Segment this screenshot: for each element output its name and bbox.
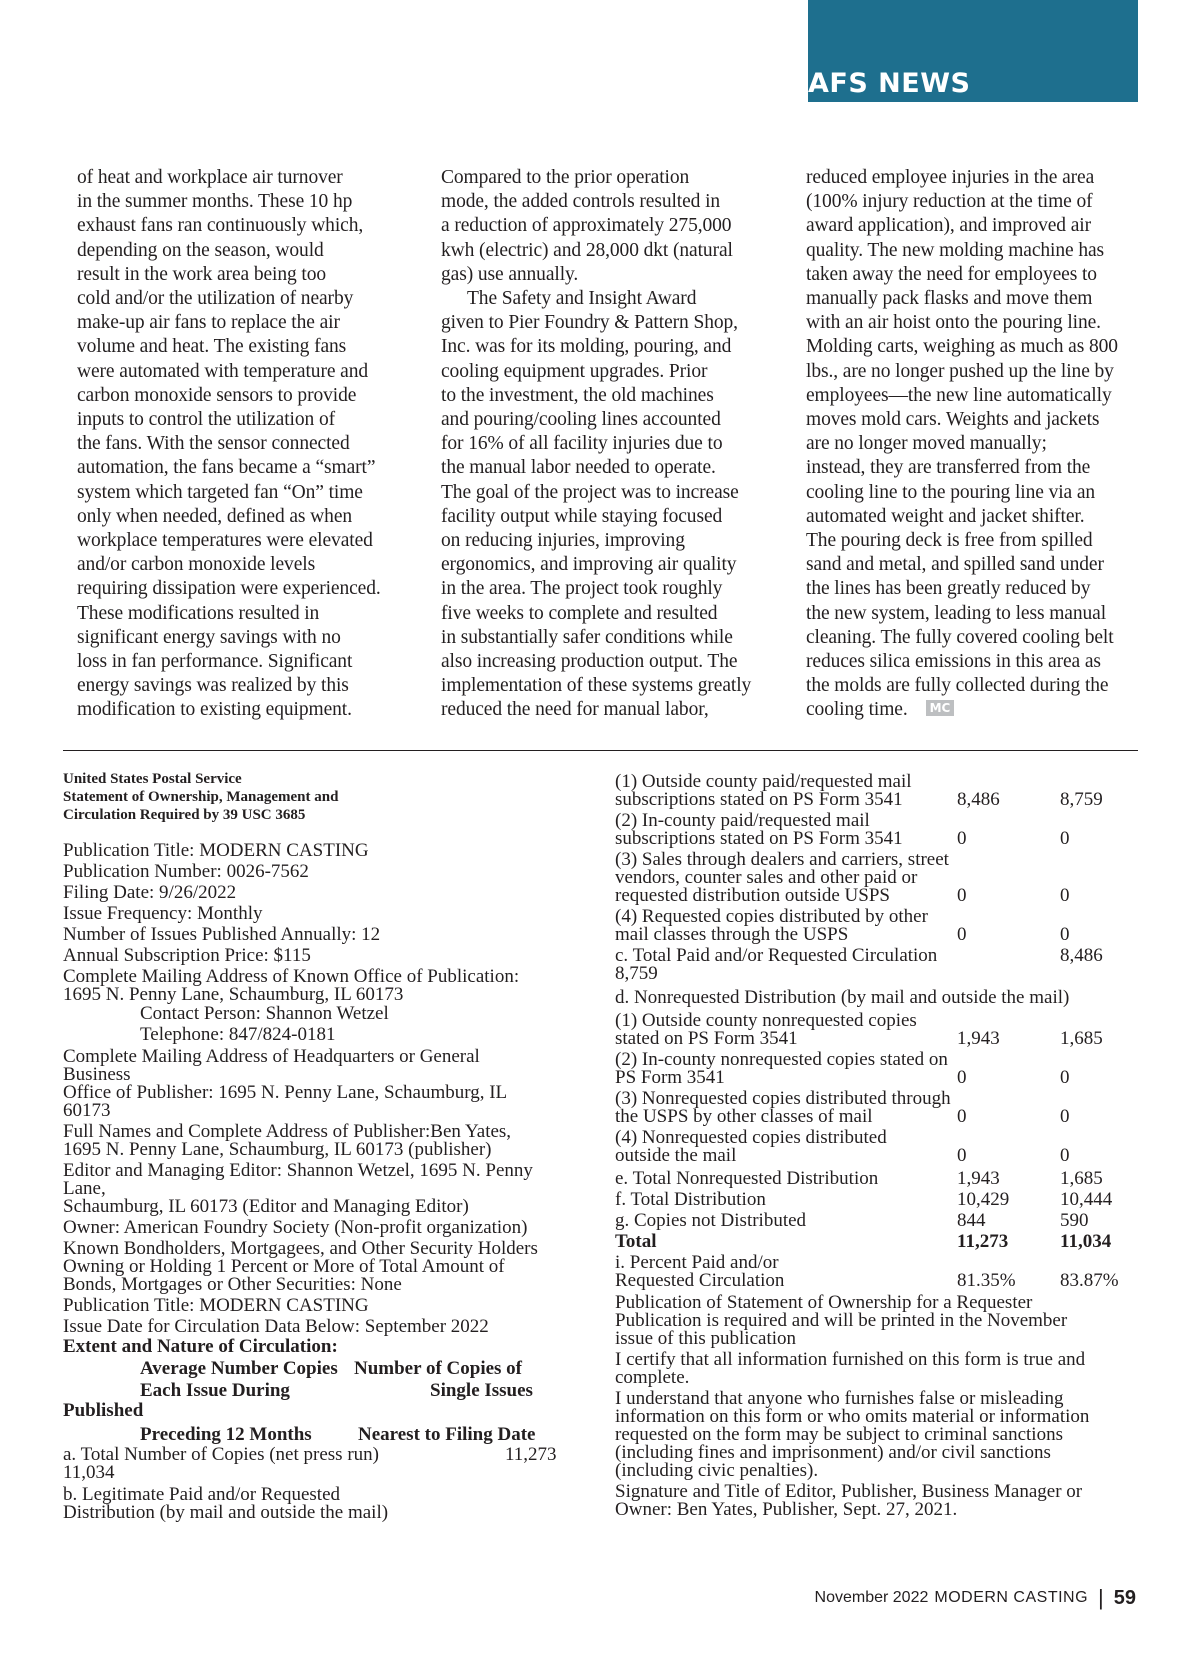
article-line: only when needed, defined as when xyxy=(77,505,353,527)
article-line: quality. The new molding machine has xyxy=(806,239,1105,261)
statement-line: Publication Number: 0026-7562 xyxy=(63,861,309,882)
statement-line: Business xyxy=(63,1064,131,1085)
article-line: employees—the new line automatically xyxy=(806,384,1112,406)
row-average: 8,486 xyxy=(957,789,1000,810)
article-line: The pouring deck is free from spilled xyxy=(806,530,1093,552)
row-average: 0 xyxy=(957,1106,967,1127)
paid-rows xyxy=(615,773,1140,944)
row-label: outside the mail xyxy=(615,1145,737,1166)
row-nearest: 0 xyxy=(1060,828,1070,849)
row-nearest: 0 xyxy=(1060,924,1070,945)
row-average: 0 xyxy=(957,1145,967,1166)
row-label: vendors, counter sales and other paid or xyxy=(615,867,918,888)
circulation-row xyxy=(615,1090,1140,1126)
statement-line: Issue Date for Circulation Data Below: September 2022 xyxy=(63,1316,489,1337)
circulation-row xyxy=(615,1129,1140,1165)
statement-line: Annual Subscription Price: $115 xyxy=(63,945,311,966)
statement-line: 60173 xyxy=(63,1100,111,1121)
row-g: g. Copies not Distributed 844 590 xyxy=(615,1210,1089,1231)
article-line: Molding carts, weighing as much as 800 xyxy=(806,336,1118,358)
contact-line: Telephone: 847/824-0181 xyxy=(140,1024,336,1045)
article-line: kwh (electric) and 28,000 dkt (natural xyxy=(441,239,733,261)
article-line: cleaning. The fully covered cooling belt xyxy=(806,626,1114,648)
article-line: the fans. With the sensor connected xyxy=(77,433,350,455)
article-line: to the investment, the old machines xyxy=(441,384,714,406)
statement-line: Filing Date: 9/26/2022 xyxy=(63,882,237,903)
statement-line: Full Names and Complete Address of Publisher:Ben Yates, xyxy=(63,1121,512,1142)
article-line: Inc. was for its molding, pouring, and xyxy=(441,336,732,358)
article-line: facility output while staying focused xyxy=(441,505,723,527)
article-line: cooling equipment upgrades. Prior xyxy=(441,360,708,382)
statement-header: United States Postal Service Statement of Ownership, Management and Circulation Required by 39 USC 3685 xyxy=(63,771,339,823)
note-line: (including fines and imprisonment) and/or civil sanctions xyxy=(615,1442,1051,1463)
row-label: (2) In-county nonrequested copies stated on xyxy=(615,1049,948,1070)
circulation-row-values xyxy=(615,926,1140,944)
row-label: subscriptions stated on PS Form 3541 xyxy=(615,828,903,849)
article-line: in the area. The project took roughly xyxy=(441,578,723,600)
article-line: the new system, leading to less manual xyxy=(806,602,1107,624)
article-line: (100% injury reduction at the time of xyxy=(806,191,1093,213)
row-label: mail classes through the USPS xyxy=(615,924,849,945)
article-line: instead, they are transferred from the xyxy=(806,457,1091,479)
statement-line: Bonds, Mortgages or Other Securities: None xyxy=(63,1274,402,1295)
page-footer xyxy=(815,1585,1136,1611)
article-line: of heat and workplace air turnover xyxy=(77,167,343,188)
circulation-row-values xyxy=(615,791,1140,809)
row-label: (1) Outside county paid/requested mail xyxy=(615,771,912,792)
row-total: Total 11,273 11,034 xyxy=(615,1231,1112,1252)
note-line: issue of this publication xyxy=(615,1328,797,1349)
circulation-row-values xyxy=(615,1108,1140,1126)
row-label: (4) Nonrequested copies distributed xyxy=(615,1127,887,1148)
statement-line: Known Bondholders, Mortgagees, and Other Security Holders xyxy=(63,1238,538,1259)
article-line: These modifications resulted in xyxy=(77,602,320,624)
article-line: the molds are fully collected during the xyxy=(806,675,1109,697)
circulation-row-values xyxy=(615,1030,1140,1048)
section-d: d. Nonrequested Distribution (by mail and outside the mail) xyxy=(615,987,1070,1008)
article-column-3 xyxy=(806,166,1141,723)
article-line: inputs to control the utilization of xyxy=(77,409,335,431)
article-line: the lines has been greatly reduced by xyxy=(806,578,1091,600)
article-line: make-up air fans to replace the air xyxy=(77,312,340,334)
row-e: e. Total Nonrequested Distribution 1,943 1,685 xyxy=(615,1168,1103,1189)
article-line: the manual labor needed to operate. xyxy=(441,457,716,479)
article-last-line xyxy=(806,698,1141,722)
article-column-2 xyxy=(441,166,771,723)
circulation-row xyxy=(615,1051,1140,1087)
article-line: depending on the season, would xyxy=(77,239,324,261)
article-line: implementation of these systems greatly xyxy=(441,675,752,697)
row-average: 0 xyxy=(957,885,967,906)
article-line: result in the work area being too xyxy=(77,263,327,285)
row-label: (3) Sales through dealers and carriers, street xyxy=(615,849,949,870)
article-line: ergonomics, and improving air quality xyxy=(441,554,737,576)
note-line: requested on the form may be subject to criminal sanctions xyxy=(615,1424,1063,1445)
note-line: Signature and Title of Editor, Publisher, Business Manager or xyxy=(615,1481,1083,1502)
article-line: on reducing injuries, improving xyxy=(441,530,685,552)
article-line: cooling line to the pouring line via an xyxy=(806,481,1096,503)
circulation-row-values xyxy=(615,1147,1140,1165)
statement-line: Number of Issues Published Annually: 12 xyxy=(63,924,381,945)
article-line: a reduction of approximately 275,000 xyxy=(441,215,732,237)
column-headings: Average Number Copies Number of Copies of Each Issue During Single Issues Published Preceding 12 Months Nearest to Filing Date xyxy=(63,1358,536,1445)
statement-line: Office of Publisher: 1695 N. Penny Lane, Schaumburg, IL xyxy=(63,1082,508,1103)
statement-line: Complete Mailing Address of Headquarters or General xyxy=(63,1046,480,1067)
circulation-row xyxy=(615,1012,1140,1048)
article-line: significant energy savings with no xyxy=(77,626,341,648)
article-line: for 16% of all facility injuries due to xyxy=(441,433,723,455)
article-line: award application), and improved air xyxy=(806,215,1091,237)
row-nearest: 0 xyxy=(1060,1145,1070,1166)
article-line: moves mold cars. Weights and jackets xyxy=(806,409,1100,431)
row-label: PS Form 3541 xyxy=(615,1067,725,1088)
row-f: f. Total Distribution 10,429 10,444 xyxy=(615,1189,1113,1210)
row-nearest: 0 xyxy=(1060,885,1070,906)
statement-line: Schaumburg, IL 60173 (Editor and Managing Editor) xyxy=(63,1196,469,1217)
circulation-row xyxy=(615,812,1140,848)
row-label: the USPS by other classes of mail xyxy=(615,1106,873,1127)
article-line: lbs., are no longer pushed up the line by xyxy=(806,360,1114,382)
extent-title: Extent and Nature of Circulation: xyxy=(63,1336,338,1357)
article-line: reduces silica emissions in this area as xyxy=(806,651,1101,673)
certification-notes xyxy=(615,1294,1140,1519)
row-label: (3) Nonrequested copies distributed through xyxy=(615,1088,951,1109)
article-line: Compared to the prior operation xyxy=(441,167,690,188)
article-column-1 xyxy=(77,166,417,723)
article-line: sand and metal, and spilled sand under xyxy=(806,554,1104,576)
article-line: The goal of the project was to increase xyxy=(441,481,739,503)
article-line: carbon monoxide sensors to provide xyxy=(77,384,357,406)
row-nearest: 0 xyxy=(1060,1067,1070,1088)
circulation-row xyxy=(615,851,1140,905)
note-line: I understand that anyone who furnishes false or misleading xyxy=(615,1388,1064,1409)
circulation-row-values xyxy=(615,830,1140,848)
circulation-row xyxy=(615,773,1140,809)
article-line: in substantially safer conditions while xyxy=(441,626,733,648)
article-line: also increasing production output. The xyxy=(441,651,738,673)
row-label: stated on PS Form 3541 xyxy=(615,1028,798,1049)
row-label: requested distribution outside USPS xyxy=(615,885,890,906)
note-line: I certify that all information furnished on this form is true and xyxy=(615,1349,1086,1370)
row-average: 0 xyxy=(957,1067,967,1088)
statement-line: Complete Mailing Address of Known Office of Publication: xyxy=(63,966,520,987)
note-line: Publication of Statement of Ownership for a Requester xyxy=(615,1292,1033,1313)
section-divider xyxy=(63,750,1138,751)
footer-separator: | xyxy=(1098,1585,1104,1610)
row-a: a. Total Number of Copies (net press run) 11,273 11,034 xyxy=(63,1444,557,1483)
circulation-table xyxy=(615,770,1140,1519)
article-line: automation, the fans became a “smart” xyxy=(77,457,376,479)
article-line: with an air hoist onto the pouring line. xyxy=(806,312,1101,334)
row-average: 0 xyxy=(957,828,967,849)
note-line: information on this form or who omits material or information xyxy=(615,1406,1090,1427)
mc-end-mark-logo: MC xyxy=(926,700,955,716)
article-line: workplace temperatures were elevated xyxy=(77,530,373,552)
article-line: five weeks to complete and resulted xyxy=(441,602,718,624)
statement-line: Editor and Managing Editor: Shannon Wetzel, 1695 N. Penny xyxy=(63,1160,533,1181)
statement-line: Owner: American Foundry Society (Non-profit organization) xyxy=(63,1217,528,1238)
article-line: gas) use annually. xyxy=(441,263,579,285)
statement-lines xyxy=(63,840,593,1003)
article-line: reduced employee injuries in the area xyxy=(806,167,1095,188)
statement-line: Publication Title: MODERN CASTING xyxy=(63,840,369,861)
article-line: exhaust fans ran continuously which, xyxy=(77,215,364,237)
row-nearest: 1,685 xyxy=(1060,1028,1103,1049)
statement-line: Publication Title: MODERN CASTING xyxy=(63,1295,369,1316)
statement-line: Owning or Holding 1 Percent or More of Total Amount of xyxy=(63,1256,505,1277)
row-average: 0 xyxy=(957,924,967,945)
page-number: 59 xyxy=(1113,1586,1136,1609)
circulation-row-values xyxy=(615,887,1140,905)
nonrequested-rows xyxy=(615,1012,1140,1165)
row-b: b. Legitimate Paid and/or Requested Distribution (by mail and outside the mail) xyxy=(63,1484,389,1523)
article-line: requiring dissipation were experienced. xyxy=(77,578,381,600)
article-line: volume and heat. The existing fans xyxy=(77,336,347,358)
circulation-row xyxy=(615,908,1140,944)
statement-line: Issue Frequency: Monthly xyxy=(63,903,263,924)
row-label: (4) Requested copies distributed by other xyxy=(615,906,928,927)
section-title: AFS NEWS xyxy=(808,68,971,99)
article-line: system which targeted fan “On” time xyxy=(77,481,363,503)
statement-line: 1695 N. Penny Lane, Schaumburg, IL 60173 xyxy=(63,984,404,1005)
article-line: The Safety and Insight Award xyxy=(467,288,697,310)
contact-line: Contact Person: Shannon Wetzel xyxy=(140,1003,389,1024)
statement-line: 1695 N. Penny Lane, Schaumburg, IL 60173 (publisher) xyxy=(63,1139,492,1160)
article-line: cooling time. xyxy=(806,699,908,721)
footer-issue: November 2022 xyxy=(814,1589,929,1606)
row-i: i. Percent Paid and/or Requested Circulation 81.35% 83.87% xyxy=(615,1252,1119,1291)
row-label: subscriptions stated on PS Form 3541 xyxy=(615,789,903,810)
article-line: loss in fan performance. Significant xyxy=(77,651,353,673)
statement-line: Lane, xyxy=(63,1178,106,1199)
article-line: mode, the added controls resulted in xyxy=(441,191,721,213)
row-c: c. Total Paid and/or Requested Circulation 8,486 xyxy=(615,945,1103,966)
article-line: energy savings was realized by this xyxy=(77,675,349,697)
footer-magazine: MODERN CASTING xyxy=(934,1589,1089,1606)
row-label: (1) Outside county nonrequested copies xyxy=(615,1010,917,1031)
note-line: Publication is required and will be printed in the November xyxy=(615,1310,1068,1331)
article-line: and pouring/cooling lines accounted xyxy=(441,409,721,431)
note-line: complete. xyxy=(615,1367,690,1388)
article-line: manually pack flasks and move them xyxy=(806,288,1093,310)
ownership-statement xyxy=(63,770,593,1522)
contact-info xyxy=(63,1003,593,1045)
note-line: Owner: Ben Yates, Publisher, Sept. 27, 2021. xyxy=(615,1499,958,1520)
article-line: are no longer moved manually; xyxy=(806,433,1047,455)
row-nearest: 0 xyxy=(1060,1106,1070,1127)
row-nearest: 8,759 xyxy=(1060,789,1103,810)
statement-lines-2 xyxy=(63,1048,593,1336)
article-line: were automated with temperature and xyxy=(77,360,369,382)
row-label: (2) In-county paid/requested mail xyxy=(615,810,870,831)
article-line: automated weight and jacket shifter. xyxy=(806,505,1085,527)
row-c-second-value: 8,759 xyxy=(615,963,658,984)
article-line: and/or carbon monoxide levels xyxy=(77,554,316,576)
article-line: taken away the need for employees to xyxy=(806,263,1097,285)
article-line: given to Pier Foundry & Pattern Shop, xyxy=(441,312,738,334)
article-line: cold and/or the utilization of nearby xyxy=(77,288,354,310)
row-average: 1,943 xyxy=(957,1028,1000,1049)
article-line: reduced the need for manual labor, xyxy=(441,699,709,721)
article-line: modification to existing equipment. xyxy=(77,699,352,721)
note-line: (including civic penalties). xyxy=(615,1460,819,1481)
article-line: in the summer months. These 10 hp xyxy=(77,191,353,213)
circulation-row-values xyxy=(615,1069,1140,1087)
